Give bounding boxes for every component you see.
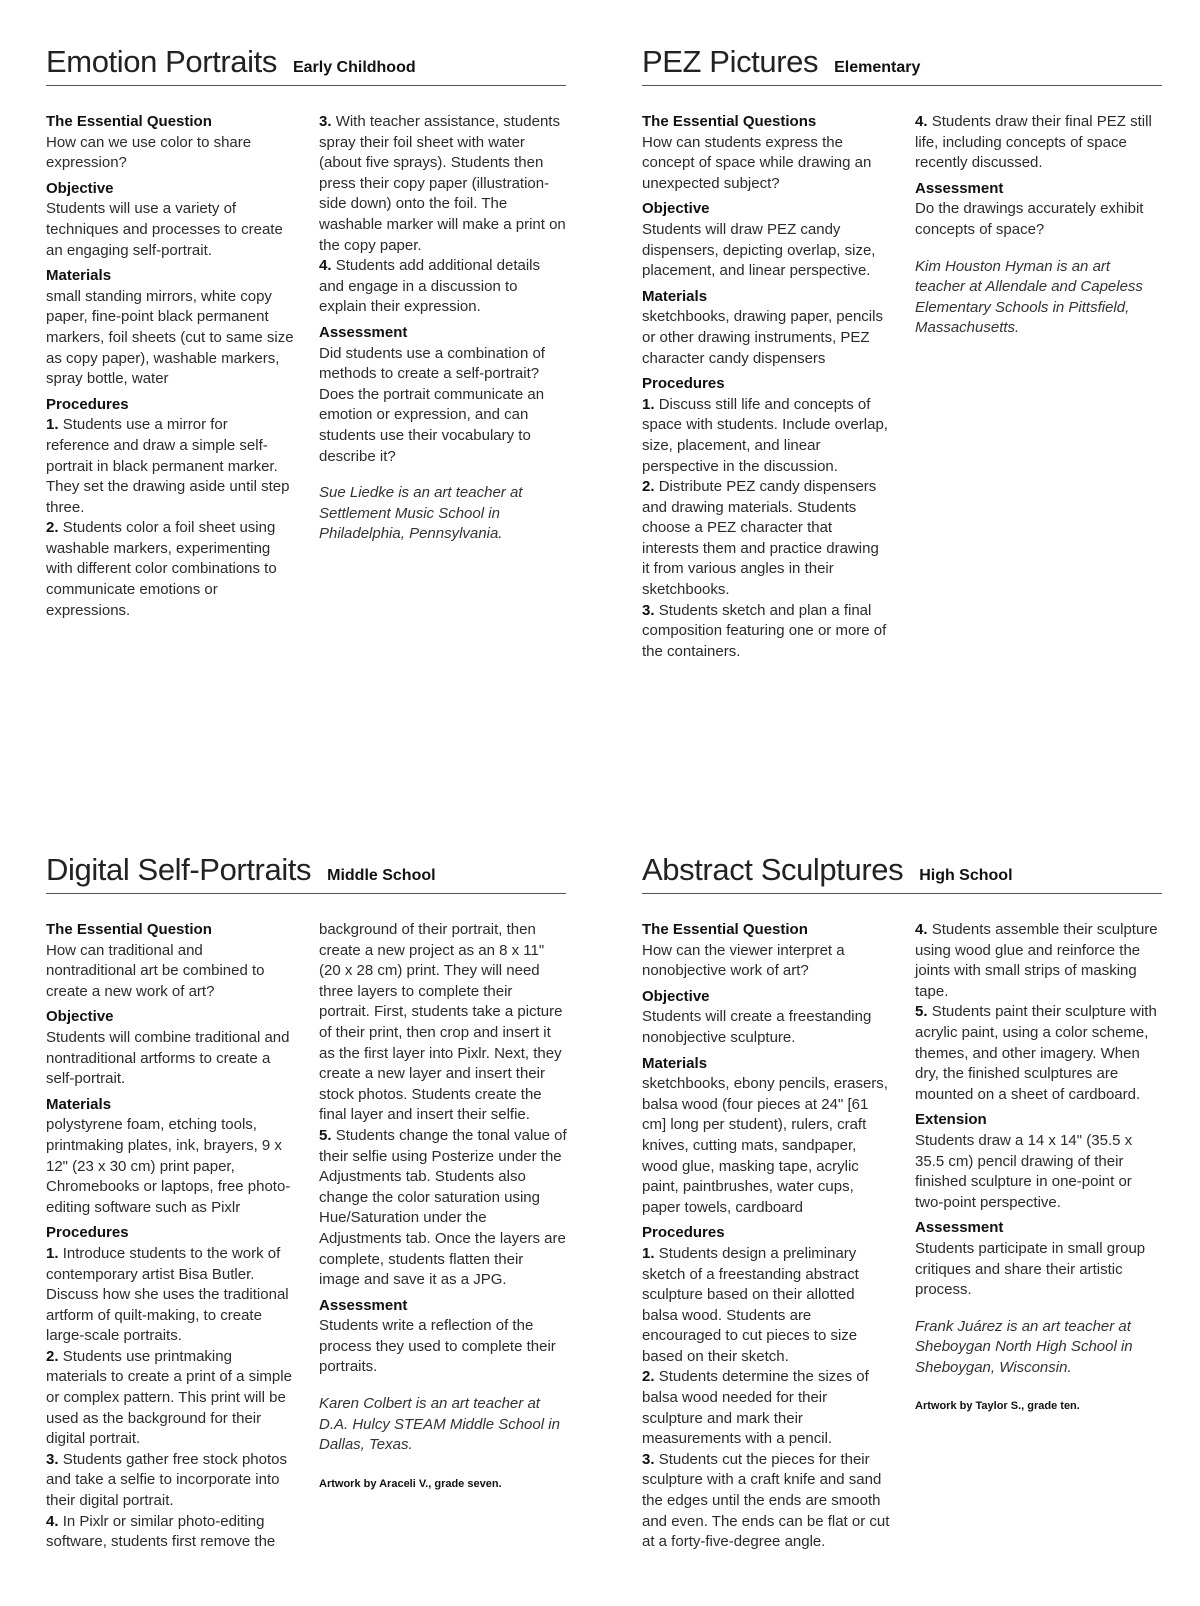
essential-question-text: How can the viewer interpret a nonobjective work of art? (642, 941, 845, 980)
author-bio: Kim Houston Hyman is an art teacher at Allendale and Capeless Elementary Schools in Pittsfield, Massachusetts. (915, 257, 1143, 337)
objective-text: Students will draw PEZ candy dispensers, depicting overlap, size, placement, and linear perspective. (642, 220, 876, 280)
column-left (46, 920, 294, 1553)
procedure-step (319, 1126, 567, 1291)
extension-heading: Extension (915, 1111, 987, 1129)
assessment-text: Students write a reflection of the process they used to complete their portraits. (319, 1317, 556, 1376)
procedure-step (46, 1450, 294, 1512)
artwork-credit: Artwork by Araceli V., grade seven. (319, 1477, 502, 1490)
step-number: 5. (915, 1003, 928, 1021)
step-number: 3. (46, 1450, 59, 1468)
extension-text: Students draw a 14 x 14" (35.5 x 35.5 cm) pencil drawing of their finished sculpture in one-point or two-point perspective. (915, 1131, 1133, 1211)
step-text: Students paint their sculpture with acrylic paint, using a color scheme, themes, and other imagery. When dry, the finished sculptures are mounted on a sheet of cardboard. (915, 1003, 1157, 1103)
objective-heading: Objective (46, 179, 114, 197)
materials-heading: Materials (642, 1054, 708, 1072)
step-number: 1. (46, 1244, 59, 1262)
article-title: PEZ Pictures (642, 44, 819, 79)
artwork-credit: Artwork by Taylor S., grade ten. (915, 1400, 1080, 1413)
essential-question-heading: The Essential Question (46, 921, 212, 938)
essential-question-text: How can we use color to share expression? (46, 133, 252, 172)
article-emotion-portraits (46, 44, 566, 619)
column-right (319, 112, 567, 545)
procedure-step (915, 920, 1163, 1002)
essential-question-text: How can students express the concept of space while drawing an unexpected subject? (642, 133, 872, 192)
step-number: 3. (642, 1450, 655, 1468)
column-right (915, 920, 1163, 1417)
essential-question-text: How can traditional and nontraditional art be combined to create a new work of art? (46, 941, 265, 1000)
objective-heading: Objective (46, 1008, 114, 1026)
step-text: Students draw their final PEZ still life, including concepts of space recently discussed. (915, 113, 1152, 172)
step-text: Discuss still life and concepts of space with students. Include overlap, size, placement, and linear perspective in the discussion. (642, 395, 888, 475)
grade-level: Elementary (834, 59, 921, 76)
materials-text: sketchbooks, drawing paper, pencils or other drawing instruments, PEZ character candy dispensers (642, 308, 883, 367)
column-right (319, 920, 567, 1494)
author-bio: Karen Colbert is an art teacher at D.A. Hulcy STEAM Middle School in Dallas, Texas. (319, 1395, 560, 1454)
step-text: Students gather free stock photos and take a selfie to incorporate into their digital portrait. (46, 1450, 287, 1510)
procedure-step (915, 1002, 1163, 1105)
step-number: 4. (319, 257, 332, 275)
step-number: 2. (642, 1368, 655, 1386)
article-title: Digital Self-Portraits (46, 852, 312, 887)
step-number: 3. (319, 113, 332, 130)
procedures-heading: Procedures (46, 1224, 129, 1242)
article-header (46, 44, 566, 86)
assessment-text: Did students use a combination of methods to create a self-portrait? Does the portrait communicate an emotion or expression, and can students use their vocabulary to describe it? (319, 344, 545, 465)
procedures-heading: Procedures (46, 395, 129, 413)
step-text: Distribute PEZ candy dispensers and drawing materials. Students choose a PEZ character that interests them and practice drawing it from various angles in their sketchbooks. (642, 478, 879, 599)
essential-question-heading: The Essential Question (46, 113, 212, 130)
article-header (642, 852, 1162, 894)
step-text: Students determine the sizes of balsa wood needed for their sculpture and mark their measurements with a pencil. (642, 1368, 869, 1448)
procedures-heading: Procedures (642, 1224, 725, 1242)
step-number: 4. (915, 921, 928, 938)
assessment-text: Students participate in small group critiques and share their artistic process. (915, 1239, 1146, 1299)
step-text: Students design a preliminary sketch of a freestanding abstract sculpture based on their allotted balsa wood. Students are encouraged to cut pieces to size based on their sketch. (642, 1244, 859, 1365)
procedure-step (46, 1512, 294, 1553)
article-header (642, 44, 1162, 86)
essential-question-heading: The Essential Questions (642, 113, 817, 130)
step-number: 5. (319, 1126, 332, 1144)
article-pez-pictures (642, 44, 1162, 660)
column-right (915, 112, 1163, 339)
column-left (642, 920, 890, 1553)
step-text: Introduce students to the work of contemporary artist Bisa Butler. Discuss how she uses the traditional artform of quilt-making, to create large-scale portraits. (46, 1244, 289, 1345)
article-abstract-sculptures (642, 852, 1162, 1551)
article-title: Emotion Portraits (46, 44, 277, 79)
materials-heading: Materials (46, 267, 112, 285)
materials-text: polystyrene foam, etching tools, printmaking plates, ink, brayers, 9 x 12" (23 x 30 cm) print paper, Chromebooks or laptops, free photo-editing software such as Pixlr (46, 1116, 291, 1216)
procedure-step (46, 415, 294, 518)
procedure-step (642, 1367, 890, 1449)
step-text: With teacher assistance, students spray their foil sheet with water (about five sprays). Students then press their copy paper (illustration-side down) onto the foil. The washable marker will make a print on the copy paper. (319, 113, 566, 254)
essential-question-heading: The Essential Question (642, 921, 808, 938)
materials-text: small standing mirrors, white copy paper, fine-point black permanent markers, foil sheets (cut to same size as copy paper), washable markers, spray bottle, water (46, 287, 294, 388)
procedure-step (319, 112, 567, 256)
procedure-step (46, 1347, 294, 1450)
procedure-step (642, 1450, 890, 1553)
procedure-step (46, 1244, 294, 1347)
objective-text: Students will combine traditional and nontraditional artforms to create a self-portrait. (46, 1028, 290, 1088)
step-number: 2. (46, 1347, 59, 1365)
article-title: Abstract Sculptures (642, 852, 904, 887)
step-number: 2. (46, 519, 59, 537)
assessment-heading: Assessment (915, 179, 1004, 197)
grade-level: Middle School (327, 867, 436, 884)
step-text: Students assemble their sculpture using wood glue and reinforce the joints with small strips of masking tape. (915, 921, 1158, 1000)
assessment-heading: Assessment (319, 323, 408, 341)
objective-heading: Objective (642, 987, 710, 1005)
procedure-step (642, 601, 890, 663)
author-bio: Sue Liedke is an art teacher at Settlement Music School in Philadelphia, Pennsylvania. (319, 484, 523, 543)
materials-heading: Materials (46, 1095, 112, 1113)
step-number: 1. (642, 1244, 655, 1262)
procedure-step-continued: background of their portrait, then create a new project as an 8 x 11" (20 x 28 cm) print. They will need three layers to complete their portrait. First, students take a picture of their print, then crop and insert it as the first layer into Pixlr. Next, they create a new layer and insert their stock photos. Students create the final layer and insert their selfie. (319, 921, 563, 1124)
grade-level: Early Childhood (292, 59, 416, 76)
column-left (46, 112, 294, 621)
step-text: Students add additional details and engage in a discussion to explain their expression. (319, 257, 541, 316)
objective-text: Students will use a variety of techniques and processes to create an engaging self-portrait. (46, 200, 283, 259)
objective-text: Students will create a freestanding nonobjective sculpture. (642, 1008, 872, 1046)
assessment-heading: Assessment (319, 1296, 408, 1314)
assessment-heading: Assessment (915, 1219, 1004, 1237)
step-number: 4. (46, 1512, 59, 1530)
procedure-step (915, 112, 1163, 174)
step-number: 4. (915, 113, 928, 130)
procedure-step (642, 1244, 890, 1368)
materials-heading: Materials (642, 287, 708, 305)
article-header (46, 852, 566, 894)
procedure-step (319, 256, 567, 318)
assessment-text: Do the drawings accurately exhibit concepts of space? (915, 200, 1144, 238)
step-text: Students change the tonal value of their selfie using Posterize under the Adjustments tab. Students also change the color saturation using Hue/Saturation under the Adjustments tab. Once the layers are complete, students flatten their image and save it as a JPG. (319, 1126, 567, 1289)
step-number: 1. (642, 395, 655, 413)
column-left (642, 112, 890, 662)
step-text: Students cut the pieces for their sculpture with a craft knife and sand the edges until the ends are smooth and even. The ends can be flat or cut at a forty-five-degree angle. (642, 1450, 890, 1551)
article-digital-self-portraits (46, 852, 567, 1551)
procedure-step (642, 477, 890, 601)
author-bio: Frank Juárez is an art teacher at Sheboygan North High School in Sheboygan, Wisconsin. (915, 1317, 1133, 1376)
step-text: Students use printmaking materials to create a print of a simple or complex pattern. This print will be used as the background for their digital portrait. (46, 1347, 292, 1448)
step-text: In Pixlr or similar photo-editing software, students first remove the (46, 1512, 276, 1551)
step-text: Students sketch and plan a final composition featuring one or more of the containers. (642, 601, 887, 660)
step-number: 2. (642, 478, 655, 496)
step-text: Students color a foil sheet using washable markers, experimenting with different color combinations to communicate emotions or expressions. (46, 519, 277, 619)
objective-heading: Objective (642, 200, 710, 218)
materials-text: sketchbooks, ebony pencils, erasers, balsa wood (four pieces at 24" [61 cm] long per student), rulers, craft knives, cutting mats, sandpaper, wood glue, masking tape, acrylic paint, paintbrushes, water cups, paper towels, cardboard (642, 1075, 888, 1216)
step-text: Students use a mirror for reference and draw a simple self-portrait in black permanent marker. They set the drawing aside until step three. (46, 416, 290, 516)
step-number: 3. (642, 601, 655, 619)
step-number: 1. (46, 416, 59, 434)
procedures-heading: Procedures (642, 375, 725, 393)
procedure-step (642, 395, 890, 477)
procedure-step (46, 518, 294, 621)
grade-level: High School (919, 867, 1013, 884)
